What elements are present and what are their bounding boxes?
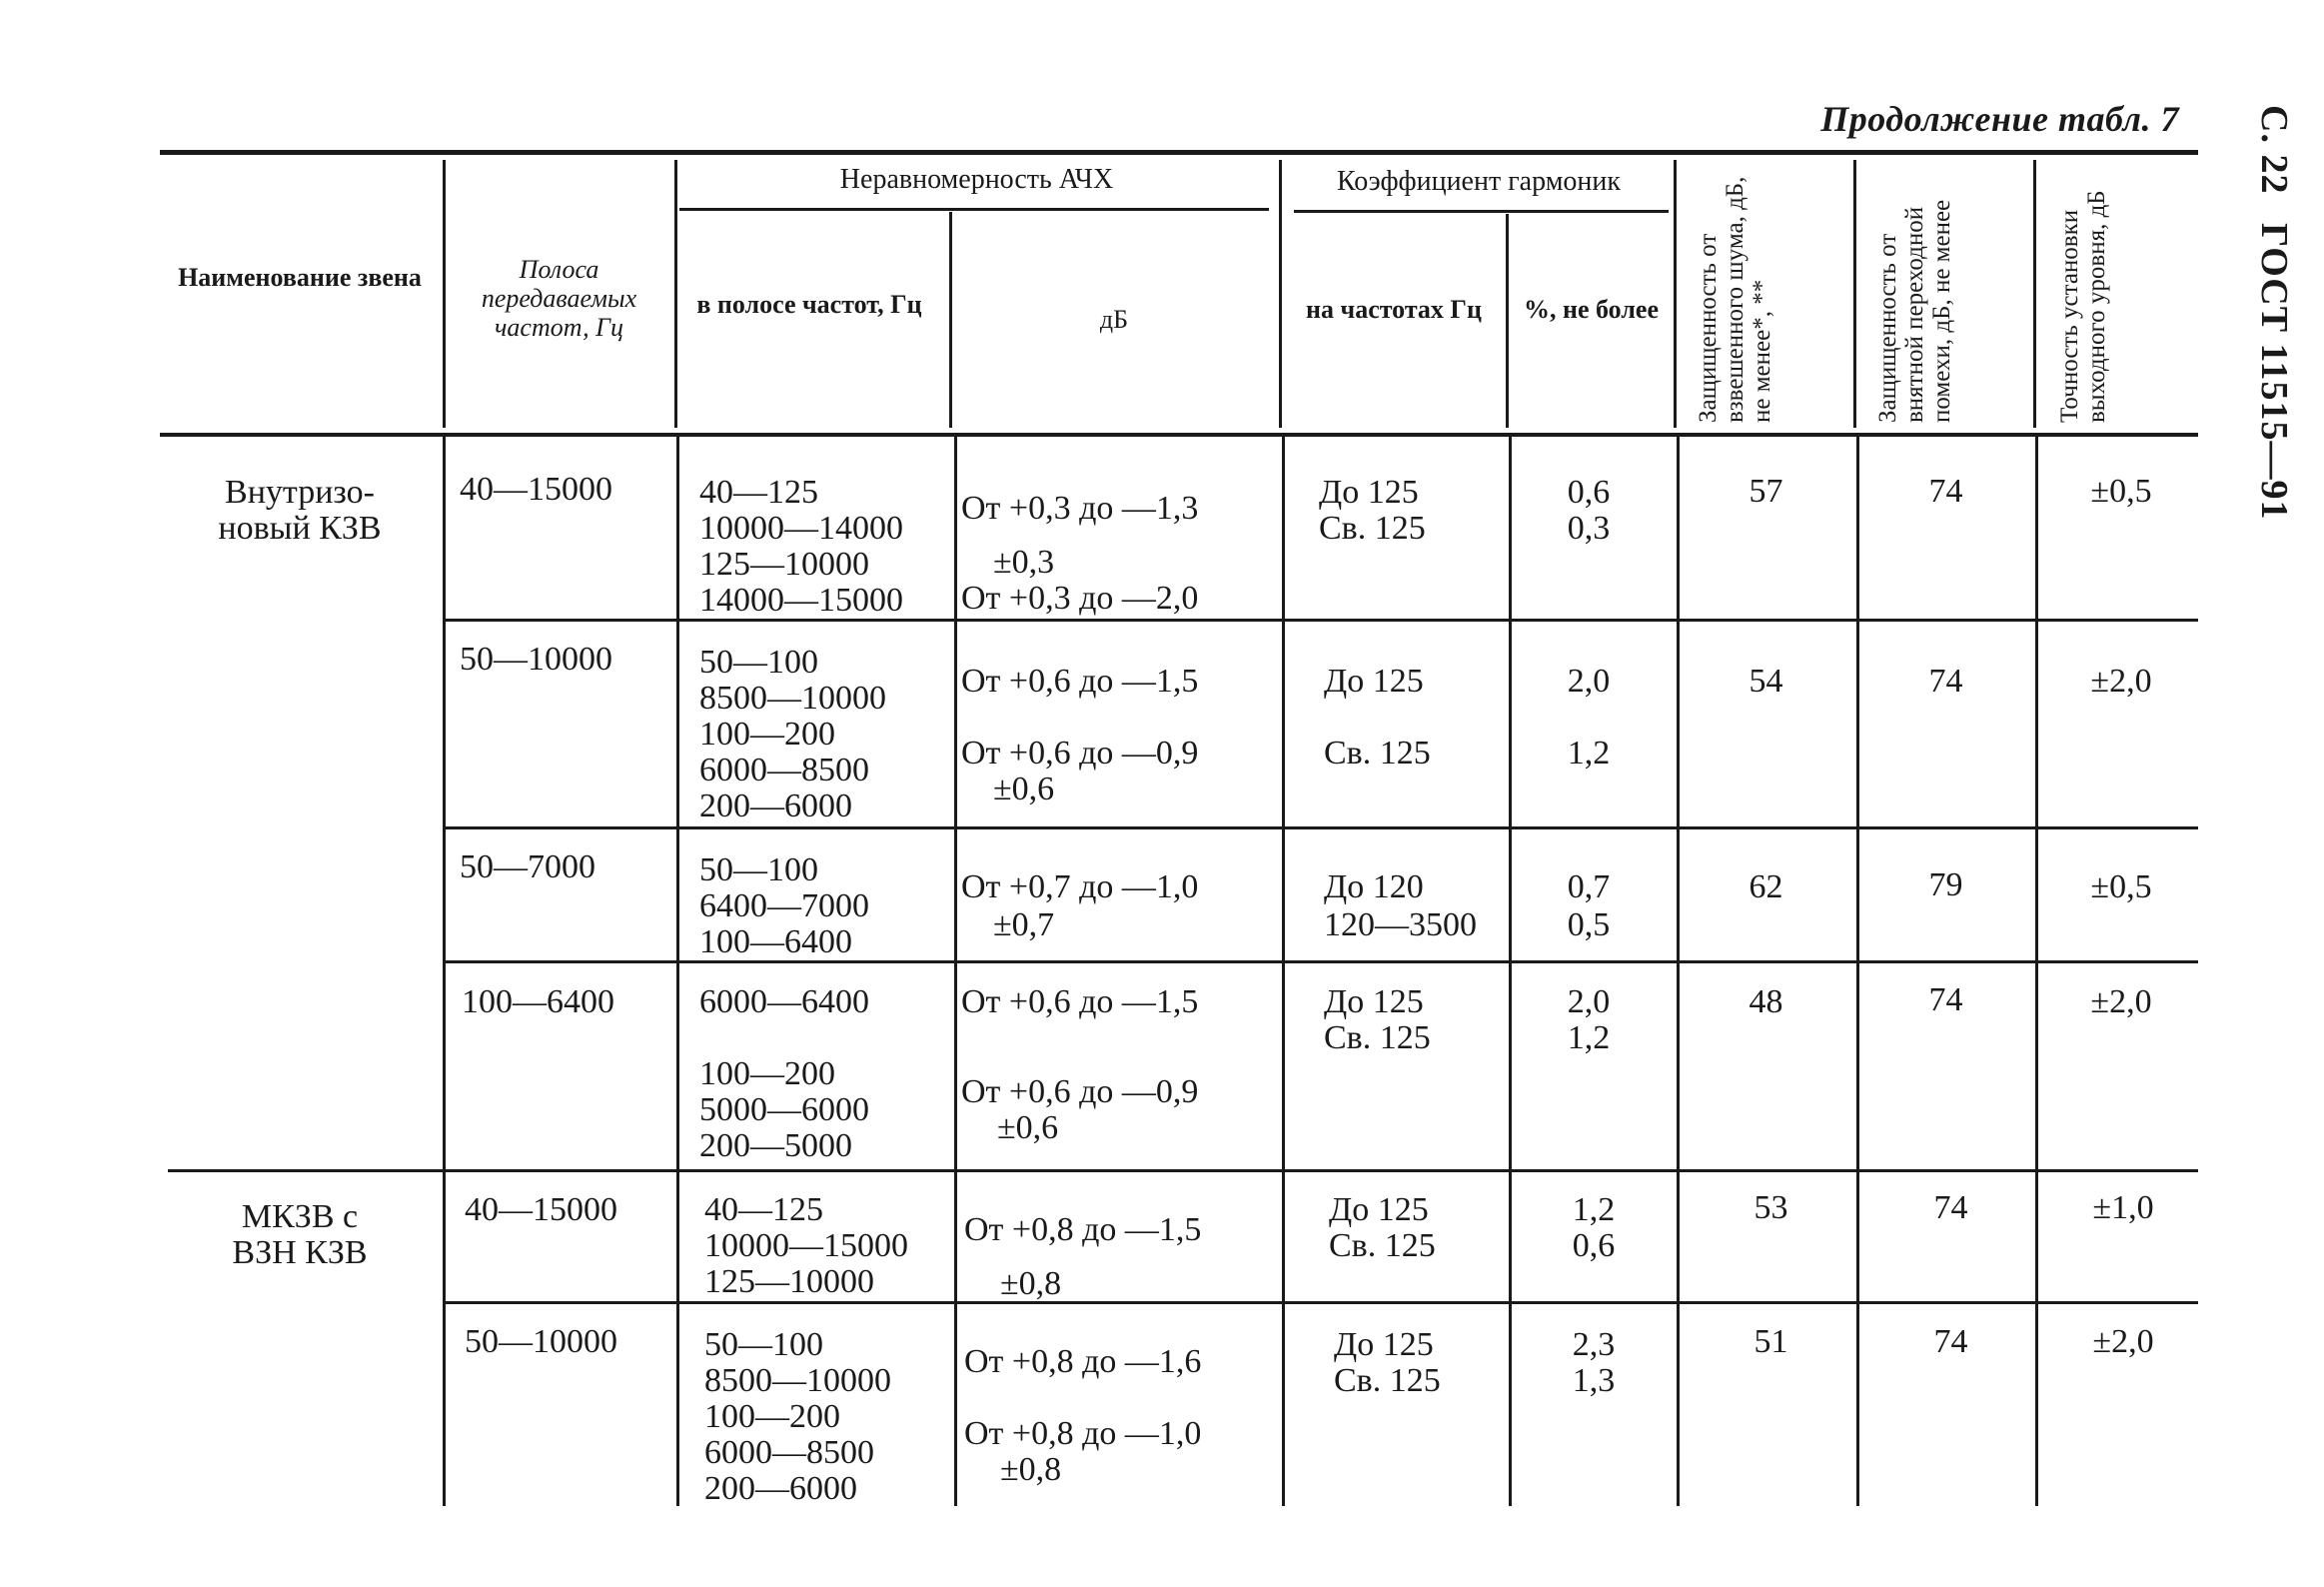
header-ach-db: дБ: [1099, 305, 1129, 334]
row-harm-freq: До 125 Св. 125: [1329, 1191, 1436, 1264]
row-harm-pct: 0,7 0,5: [1567, 868, 1611, 943]
row-band: 50—10000: [465, 1323, 617, 1360]
harm-group-rule: [1294, 210, 1669, 213]
body-divider: [1677, 437, 1680, 1506]
row-ach-db: От +0,6 до —1,5 От +0,6 до —0,9 ±0,6: [961, 983, 1199, 1146]
row-ach-db: От +0,6 до —1,5 От +0,6 до —0,9 ±0,6: [961, 663, 1199, 807]
header-harm-freq: на частотах Гц: [1306, 295, 1482, 324]
row-accuracy: ±1,0: [2092, 1189, 2154, 1226]
body-divider: [2035, 437, 2038, 1506]
row-harm-pct: 1,2 0,6: [1572, 1191, 1616, 1264]
row-separator: [445, 619, 2198, 622]
page-number: С. 22: [2253, 105, 2295, 195]
table-caption: Продолжение табл. 7: [1820, 99, 2179, 139]
row-band: 100—6400: [462, 983, 614, 1020]
row-ach-band: 50—100 6400—7000 100—6400: [699, 851, 869, 960]
group-name: МКЗВ с ВЗН КЗВ: [232, 1198, 368, 1271]
header-accuracy: Точность установки выходного уровня, дБ: [2056, 190, 2110, 423]
row-band: 40—15000: [460, 471, 612, 508]
row-noise: 51: [1753, 1323, 1788, 1360]
row-crosstalk: 74: [1928, 981, 1963, 1018]
row-harm-pct: 2,0 1,2: [1567, 983, 1611, 1056]
body-divider: [954, 437, 957, 1506]
row-ach-db: От +0,8 до —1,6 От +0,8 до —1,0 ±0,8: [964, 1343, 1202, 1488]
row-noise: 57: [1748, 473, 1783, 510]
row-band: 40—15000: [465, 1191, 617, 1228]
header-divider: [1674, 160, 1677, 428]
header-name: Наименование звена: [178, 263, 422, 292]
body-divider: [1509, 437, 1512, 1506]
row-accuracy: ±2,0: [2092, 1323, 2154, 1360]
row-crosstalk: 74: [1933, 1323, 1968, 1360]
header-divider: [1506, 214, 1509, 428]
header-harm-group: Коэффициент гармоник: [1337, 166, 1621, 197]
header-divider: [443, 160, 446, 428]
header-ach-group: Неравномерность АЧХ: [839, 164, 1114, 195]
header-harm-pct: %, не более: [1523, 295, 1659, 324]
row-band: 50—10000: [460, 641, 612, 678]
header-bottom-rule: [160, 433, 2198, 437]
row-harm-pct: 2,3 1,3: [1572, 1326, 1616, 1399]
page-side-label: [2218, 105, 2296, 535]
row-noise: 53: [1753, 1189, 1788, 1226]
row-ach-db: От +0,8 до —1,5 ±0,8: [964, 1211, 1202, 1302]
row-harm-pct: 2,0 1,2: [1567, 663, 1611, 772]
row-harm-freq: До 125 Св. 125: [1324, 663, 1431, 772]
header-noise-weighted: Защищенность от взвешенного шума, дБ, не менее*, **: [1695, 176, 1775, 423]
header-crosstalk: Защищенность от внятной переходной помехи, дБ, не менее: [1874, 199, 1955, 423]
row-harm-pct: 0,6 0,3: [1567, 474, 1611, 547]
row-noise: 62: [1748, 868, 1783, 905]
row-harm-freq: До 125 Св. 125: [1324, 983, 1431, 1056]
row-accuracy: ±0,5: [2090, 868, 2152, 905]
row-harm-freq: До 125 Св. 125: [1319, 474, 1426, 547]
row-accuracy: ±2,0: [2090, 663, 2152, 700]
row-crosstalk: 74: [1928, 473, 1963, 510]
row-accuracy: ±0,5: [2090, 473, 2152, 510]
row-separator: [445, 826, 2198, 829]
header-divider: [1853, 160, 1856, 428]
row-band: 50—7000: [460, 848, 595, 885]
header-ach-band: в полосе частот, Гц: [696, 290, 922, 319]
header-divider: [949, 212, 952, 428]
row-noise: 48: [1748, 983, 1783, 1020]
row-ach-db: От +0,3 до —1,3 ±0,3 От +0,3 до —2,0: [961, 490, 1199, 617]
body-divider: [676, 437, 679, 1506]
row-ach-band: 50—100 8500—10000 100—200 6000—8500 200—6000: [699, 644, 886, 824]
header-divider: [674, 160, 677, 428]
row-ach-band: 50—100 8500—10000 100—200 6000—8500 200—6000: [704, 1326, 891, 1507]
row-harm-freq: До 125 Св. 125: [1334, 1326, 1441, 1399]
row-crosstalk: 79: [1928, 866, 1963, 903]
row-ach-db: От +0,7 до —1,0 ±0,7: [961, 868, 1199, 943]
row-accuracy: ±2,0: [2090, 983, 2152, 1020]
row-crosstalk: 74: [1933, 1189, 1968, 1226]
row-separator: [445, 1301, 2198, 1304]
row-ach-band: 40—125 10000—14000 125—10000 14000—15000: [699, 474, 903, 619]
body-divider: [1856, 437, 1859, 1506]
row-noise: 54: [1748, 663, 1783, 700]
standard-number: ГОСТ 11515—91: [2253, 222, 2295, 521]
group-name: Внутризо- новый КЗВ: [218, 474, 382, 547]
header-divider: [2033, 160, 2036, 428]
table-top-rule: [160, 150, 2198, 155]
header-divider: [1279, 160, 1282, 428]
row-separator: [445, 960, 2198, 963]
row-ach-band: 40—125 10000—15000 125—10000: [704, 1191, 908, 1300]
ach-group-rule: [679, 208, 1269, 211]
row-ach-band: 6000—6400 100—200 5000—6000 200—5000: [699, 983, 869, 1164]
row-harm-freq: До 120 120—3500: [1324, 868, 1477, 943]
header-band: Полоса передаваемых частот, Гц: [481, 255, 637, 342]
row-separator: [168, 1169, 2198, 1172]
body-divider: [443, 437, 446, 1506]
row-crosstalk: 74: [1928, 663, 1963, 700]
body-divider: [1282, 437, 1285, 1506]
